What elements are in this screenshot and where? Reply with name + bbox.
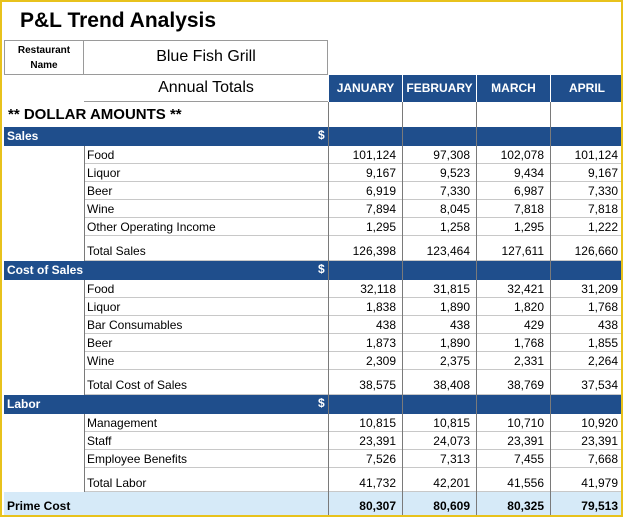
cell-value: 7,313 [439,452,470,466]
table-row[interactable] [84,164,623,182]
cell-value: 23,391 [507,434,544,448]
row-label: Management [87,416,158,430]
total-value: 41,556 [507,476,544,490]
cell-value: 23,391 [581,434,618,448]
cell-value: 7,455 [513,452,544,466]
total-value: 42,201 [433,476,470,490]
cell-value: 31,815 [433,282,470,296]
cell-value: 7,894 [365,202,396,216]
cell-value: 2,331 [513,354,544,368]
currency-symbol: $ [318,262,325,276]
restaurant-label: Restaurant Name [17,45,71,71]
section-cell[interactable] [328,395,402,414]
section-cell[interactable] [550,127,623,146]
row-label: Beer [87,336,113,350]
cell-value: 1,222 [587,220,618,234]
total-label: Total Labor [87,476,147,490]
section-label-cost-of-sales: Cost of Sales [7,263,84,277]
total-row[interactable] [84,370,623,395]
section-cell[interactable] [402,261,476,280]
cell-value: 10,815 [433,416,470,430]
total-value: 127,611 [501,244,544,258]
grid-line [84,414,85,492]
cell-value: 1,820 [513,300,544,314]
table-row[interactable] [84,334,623,352]
cell-value: 7,818 [513,202,544,216]
row-label: Beer [87,184,113,198]
cell-value: 101,124 [352,148,396,162]
cell-value: 1,838 [365,300,396,314]
row-label: Employee Benefits [87,452,188,466]
section-cell[interactable] [328,261,402,280]
total-row[interactable] [84,468,623,492]
cell-value: 1,295 [513,220,544,234]
cell-value: 7,668 [587,452,618,466]
cell-value: 31,209 [581,282,618,296]
table-row[interactable] [84,280,623,298]
row-label: Staff [87,434,112,448]
grid-line [328,102,329,517]
page-title: P&L Trend Analysis [20,9,217,32]
total-value: 123,464 [426,244,470,258]
cell-value: 23,391 [359,434,396,448]
table-row[interactable] [84,450,623,468]
prime-cost-value: 80,307 [359,499,396,513]
month-header-february[interactable]: FEBRUARY [402,75,476,102]
cell-value: 2,375 [439,354,470,368]
table-row[interactable] [84,432,623,450]
section-header-labor[interactable] [4,395,623,414]
row-label: Food [87,282,115,296]
annual-totals-label: Annual Totals [158,79,254,96]
month-header-january[interactable]: JANUARY [328,75,402,102]
total-value: 126,660 [574,244,618,258]
cell-value: 9,434 [513,166,544,180]
row-label: Liquor [87,166,121,180]
section-cell[interactable] [476,395,550,414]
month-header-march[interactable]: MARCH [476,75,550,102]
cell-value: 1,258 [439,220,470,234]
section-cell[interactable] [402,395,476,414]
cell-value: 9,167 [365,166,396,180]
row-label: Wine [87,202,115,216]
prime-cost-value: 80,609 [433,499,470,513]
prime-cost-value: 79,513 [581,499,618,513]
section-header-cost-of-sales[interactable] [4,261,623,280]
cell-value: 9,523 [439,166,470,180]
table-row[interactable] [84,298,623,316]
cell-value: 24,073 [433,434,470,448]
table-row[interactable] [84,316,623,334]
grid-line [84,146,85,261]
total-label: Total Cost of Sales [87,378,188,392]
cell-value: 2,309 [365,354,396,368]
cell-value: 102,078 [500,148,544,162]
table-row[interactable] [84,146,623,164]
total-value: 38,408 [433,378,470,392]
grid-line [84,280,85,395]
cell-value: 1,295 [365,220,396,234]
total-label: Total Sales [87,244,146,258]
section-cell[interactable] [476,127,550,146]
cell-value: 10,920 [581,416,618,430]
cell-value: 1,768 [513,336,544,350]
grid-line [550,102,551,517]
currency-symbol: $ [318,396,325,410]
currency-symbol: $ [318,128,325,142]
cell-value: 32,421 [507,282,544,296]
grid-line [402,102,403,517]
section-cell[interactable] [402,127,476,146]
table-row[interactable] [84,218,623,236]
table-row[interactable] [84,352,623,370]
table-row[interactable] [84,182,623,200]
cell-value: 1,890 [439,300,470,314]
row-label: Food [87,148,115,162]
section-header-sales[interactable] [4,127,623,146]
section-label-sales: Sales [7,129,39,143]
cell-value: 7,818 [587,202,618,216]
section-cell[interactable] [550,261,623,280]
cell-value: 1,768 [587,300,618,314]
cell-value: 1,873 [365,336,396,350]
cell-value: 6,987 [513,184,544,198]
cell-value: 429 [523,318,544,332]
table-row[interactable] [84,200,623,218]
cell-value: 97,308 [433,148,470,162]
cell-value: 32,118 [360,282,396,296]
cell-value: 9,167 [587,166,618,180]
cell-value: 7,526 [365,452,396,466]
cell-value: 438 [449,318,470,332]
section-cell[interactable] [476,261,550,280]
cell-value: 8,045 [439,202,470,216]
total-value: 37,534 [581,378,618,392]
section-label-labor: Labor [7,397,41,411]
prime-cost-value: 80,325 [507,499,544,513]
grid-line [476,102,477,517]
cell-value: 6,919 [365,184,396,198]
total-value: 38,769 [507,378,544,392]
cell-value: 7,330 [587,184,618,198]
prime-cost-row[interactable] [4,492,623,517]
cell-value: 10,815 [359,416,396,430]
total-value: 41,732 [359,476,396,490]
cell-value: 1,890 [439,336,470,350]
row-label: Liquor [87,300,121,314]
cell-value: 438 [597,318,618,332]
prime-cost-label: Prime Cost [7,499,71,513]
row-label: Wine [87,354,115,368]
cell-value: 7,330 [439,184,470,198]
cell-value: 10,710 [507,416,544,430]
row-label: Bar Consumables [87,318,183,332]
table-row[interactable] [84,414,623,432]
cell-value: 2,264 [587,354,618,368]
cell-value: 101,124 [574,148,618,162]
total-row[interactable] [84,236,623,261]
cell-value: 1,855 [587,336,618,350]
dollar-amounts-title: ** DOLLAR AMOUNTS ** [8,106,182,123]
month-header-april[interactable]: APRIL [550,75,623,102]
total-value: 38,575 [359,378,396,392]
total-value: 41,979 [581,476,618,490]
restaurant-name: Blue Fish Grill [156,48,256,65]
row-label: Other Operating Income [87,220,216,234]
section-cell[interactable] [550,395,623,414]
section-cell[interactable] [328,127,402,146]
cell-value: 438 [375,318,396,332]
total-value: 126,398 [352,244,396,258]
